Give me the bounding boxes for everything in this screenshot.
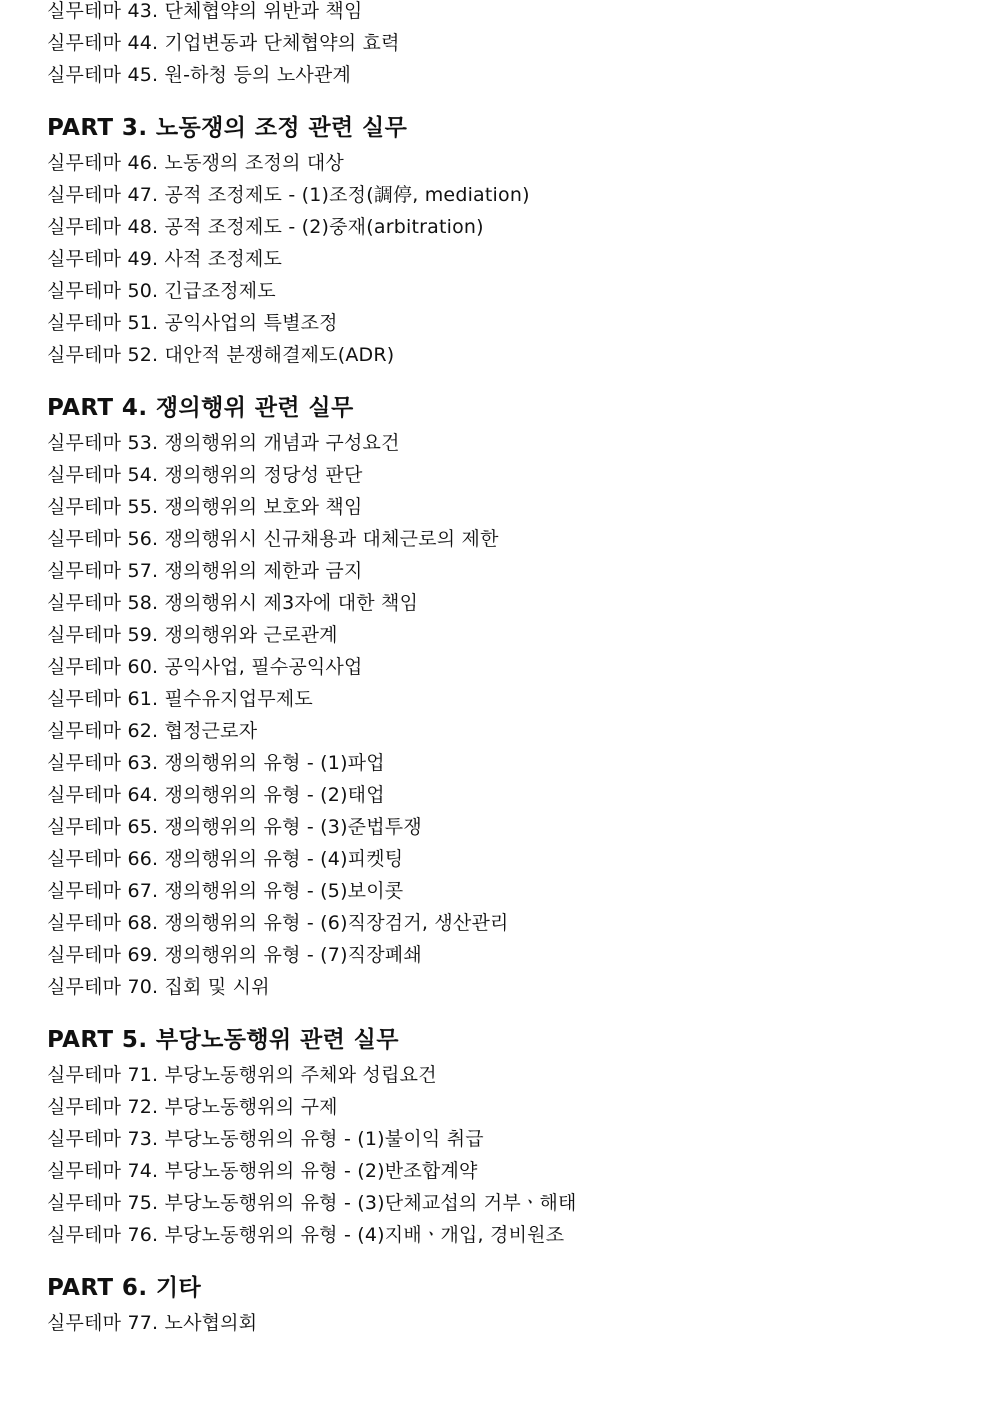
part-5-section [47,1021,972,1251]
toc-item: 실무테마 69. 쟁의행위의 유형 - (7)직장폐쇄 [47,944,422,966]
part-6-section [47,1269,972,1339]
toc-item: 실무테마 68. 쟁의행위의 유형 - (6)직장검거, 생산관리 [47,912,509,934]
part-title: PART 4. 쟁의행위 관련 실무 [47,395,354,421]
part-3-section [47,109,972,371]
toc-item: 실무테마 58. 쟁의행위시 제3자에 대한 책임 [47,592,419,614]
toc-item: 실무테마 63. 쟁의행위의 유형 - (1)파업 [47,752,385,774]
toc-item: 실무테마 62. 협정근로자 [47,720,258,742]
toc-item: 실무테마 76. 부당노동행위의 유형 - (4)지배ㆍ개입, 경비원조 [47,1224,565,1246]
part-title: PART 6. 기타 [47,1275,202,1301]
toc-item: 실무테마 47. 공적 조정제도 - (1)조정(調停, mediation) [47,184,530,206]
toc-item: 실무테마 71. 부당노동행위의 주체와 성립요건 [47,1064,437,1086]
toc-item: 실무테마 72. 부당노동행위의 구제 [47,1096,338,1118]
part-title: PART 3. 노동쟁의 조정 관련 실무 [47,115,408,141]
table-of-contents [47,0,972,1339]
toc-item: 실무테마 70. 집회 및 시위 [47,976,270,998]
toc-item: 실무테마 50. 긴급조정제도 [47,280,276,302]
toc-item: 실무테마 59. 쟁의행위와 근로관계 [47,624,338,646]
part2-tail-list [47,0,972,91]
toc-item: 실무테마 49. 사적 조정제도 [47,248,283,270]
part-4-section [47,389,972,1003]
part-title: PART 5. 부당노동행위 관련 실무 [47,1027,399,1053]
toc-item: 실무테마 73. 부당노동행위의 유형 - (1)불이익 취급 [47,1128,484,1150]
toc-item: 실무테마 55. 쟁의행위의 보호와 책임 [47,496,363,518]
toc-item: 실무테마 45. 원-하청 등의 노사관계 [47,64,352,86]
toc-item: 실무테마 53. 쟁의행위의 개념과 구성요건 [47,432,400,454]
toc-item: 실무테마 74. 부당노동행위의 유형 - (2)반조합계약 [47,1160,478,1182]
toc-item: 실무테마 54. 쟁의행위의 정당성 판단 [47,464,363,486]
toc-item: 실무테마 66. 쟁의행위의 유형 - (4)피켓팅 [47,848,404,870]
toc-item: 실무테마 46. 노동쟁의 조정의 대상 [47,152,344,174]
toc-item: 실무테마 51. 공익사업의 특별조정 [47,312,338,334]
toc-item: 실무테마 44. 기업변동과 단체협약의 효력 [47,32,400,54]
toc-item: 실무테마 75. 부당노동행위의 유형 - (3)단체교섭의 거부ㆍ해태 [47,1192,577,1214]
toc-item: 실무테마 56. 쟁의행위시 신규채용과 대체근로의 제한 [47,528,499,550]
toc-item: 실무테마 60. 공익사업, 필수공익사업 [47,656,363,678]
toc-item: 실무테마 57. 쟁의행위의 제한과 금지 [47,560,363,582]
toc-item: 실무테마 43. 단체협약의 위반과 책임 [47,0,363,22]
toc-item: 실무테마 67. 쟁의행위의 유형 - (5)보이콧 [47,880,404,902]
toc-item: 실무테마 48. 공적 조정제도 - (2)중재(arbitration) [47,216,484,238]
toc-item: 실무테마 65. 쟁의행위의 유형 - (3)준법투쟁 [47,816,422,838]
toc-item: 실무테마 77. 노사협의회 [47,1312,258,1334]
toc-item: 실무테마 52. 대안적 분쟁해결제도(ADR) [47,344,395,366]
toc-item: 실무테마 64. 쟁의행위의 유형 - (2)태업 [47,784,385,806]
toc-item: 실무테마 61. 필수유지업무제도 [47,688,313,710]
